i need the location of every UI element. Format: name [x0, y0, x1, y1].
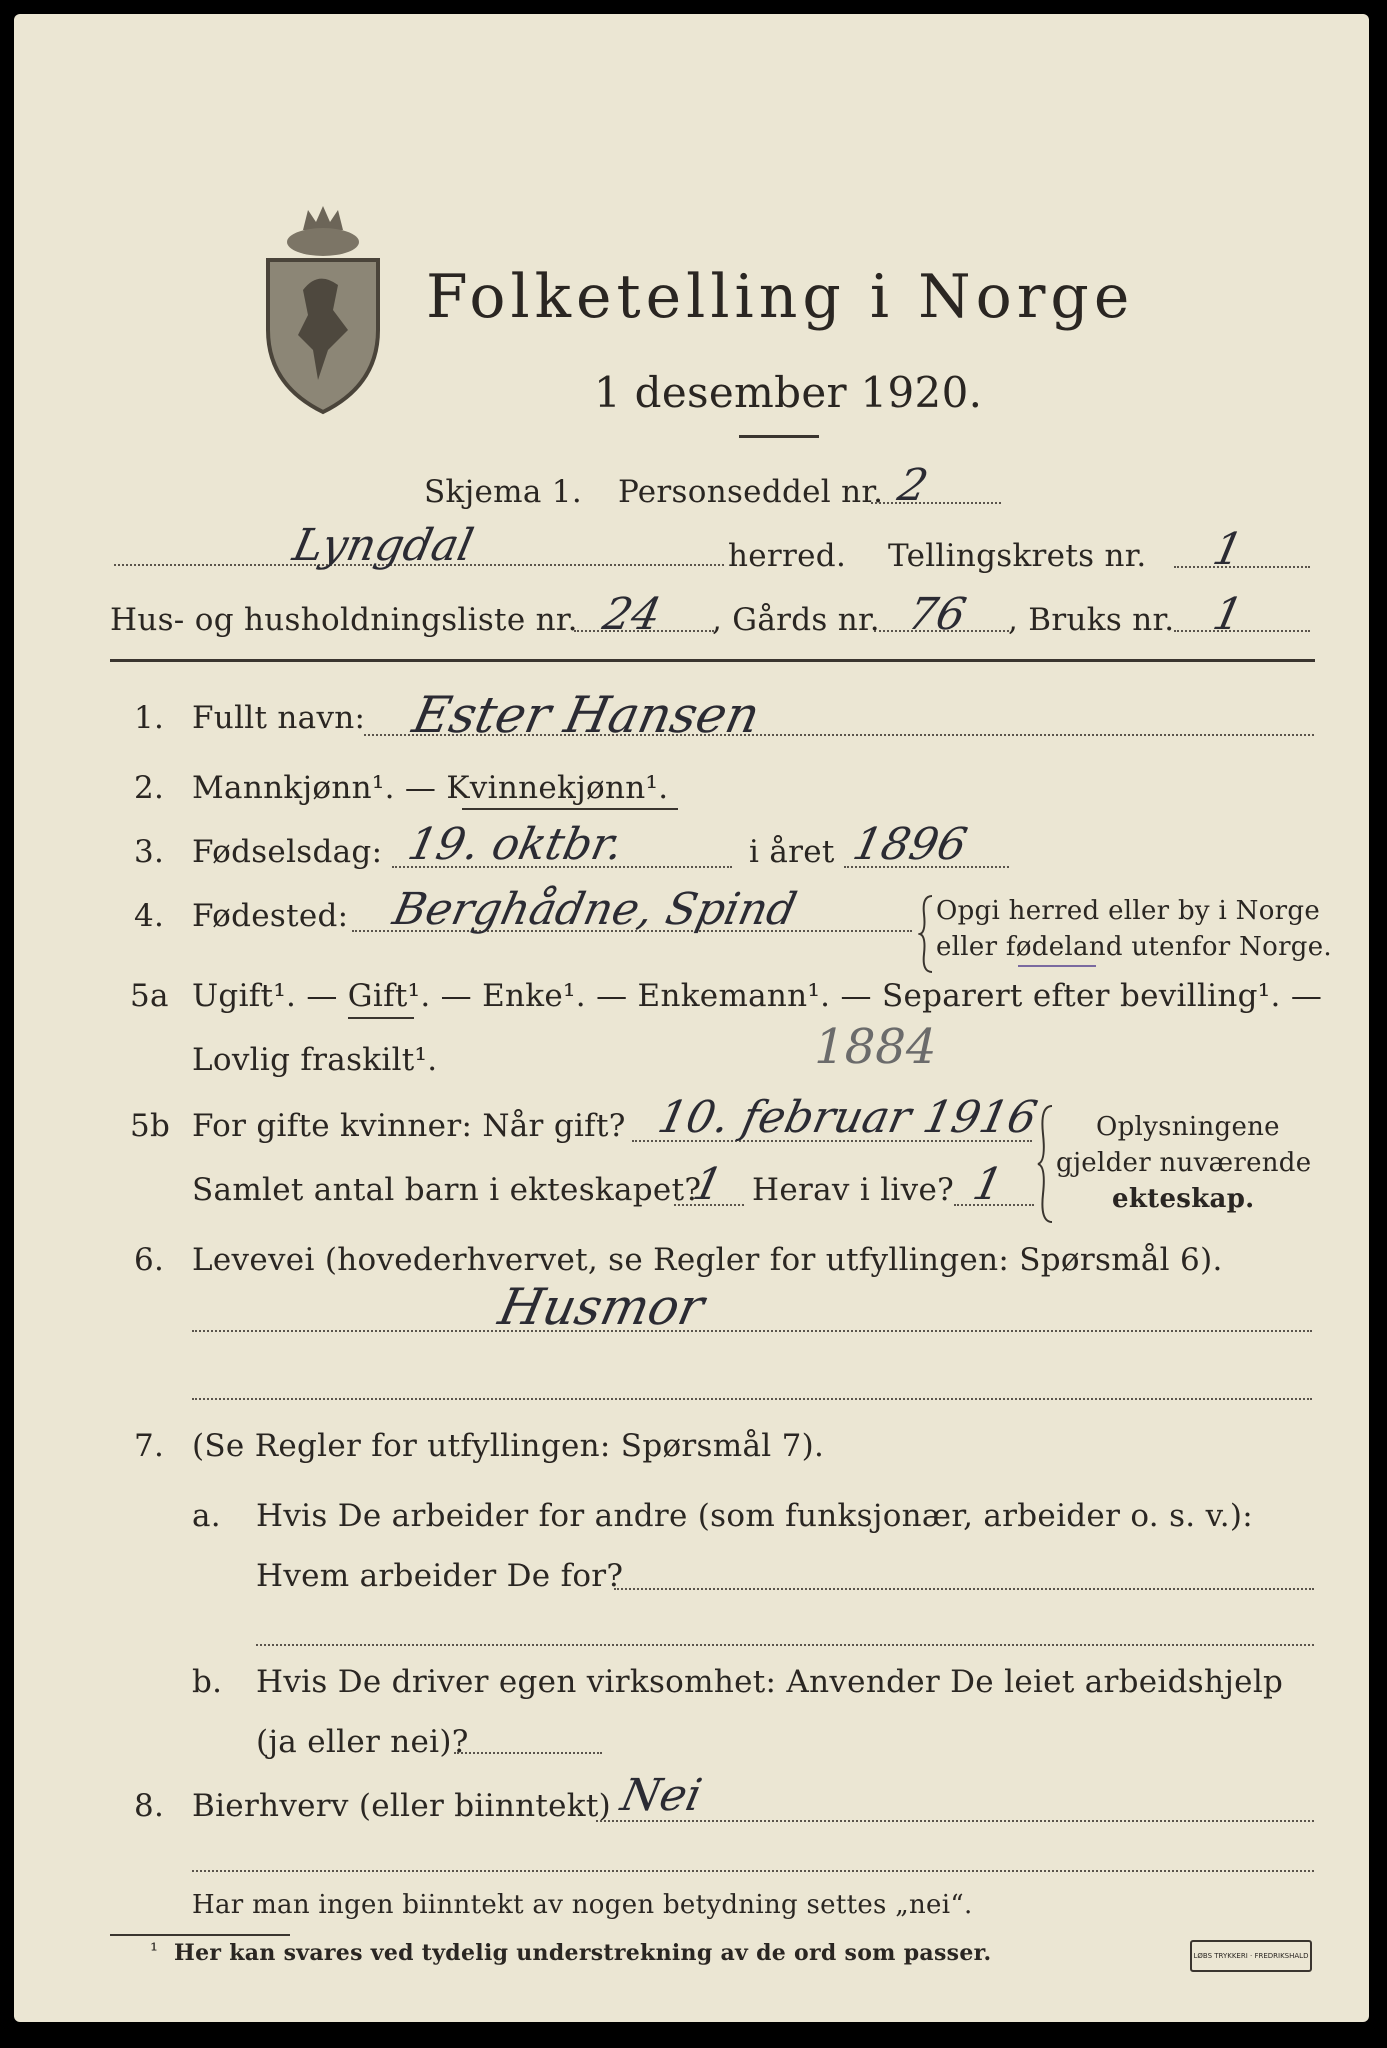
husliste-value: 24 — [598, 589, 666, 640]
q8-number: 8. — [134, 1788, 165, 1824]
q5a-line1: Ugift¹. — Gift¹. — Enke¹. — Enkemann¹. — Separert efter bevilling¹. — — [192, 978, 1323, 1014]
coat-of-arms-emblem — [258, 200, 388, 415]
q4-number: 4. — [134, 898, 165, 934]
census-date: 1 desember 1920. — [594, 368, 983, 417]
q5b-children-label: Samlet antal barn i ekteskapet? — [192, 1172, 702, 1208]
q6-line2 — [192, 1398, 1312, 1400]
header-divider — [110, 659, 1315, 662]
q7b-line1: Hvis De driver egen virksomhet: Anvender De leiet arbeidshjelp — [256, 1664, 1284, 1700]
q2-number: 2. — [134, 770, 165, 806]
q5b-brace — [1036, 1104, 1054, 1224]
q1-number: 1. — [134, 700, 165, 736]
q3-label: Fødselsdag: — [192, 834, 383, 870]
gards-label: , Gårds nr. — [712, 602, 880, 638]
footnote-text: Her kan svares ved tydelig understrekning av de ord som passer. — [174, 1940, 992, 1966]
q8-line-extra — [192, 1870, 1314, 1872]
q3-year-label: i året — [749, 834, 835, 870]
q7a-line-extra — [256, 1644, 1314, 1646]
personseddel-label: Personseddel nr. — [618, 474, 884, 510]
q7a-number: a. — [192, 1498, 221, 1534]
footer-note: Har man ingen biinntekt av nogen betydning settes „nei“. — [192, 1890, 973, 1920]
q2-label: Mannkjønn¹. — Kvinnekjønn¹. — [192, 770, 669, 806]
bruks-value: 1 — [1208, 589, 1248, 640]
q7b-line2: (ja eller nei)? — [256, 1724, 469, 1760]
tellingskrets-value: 1 — [1208, 524, 1248, 575]
q5b-note-line3: ekteskap. — [1112, 1184, 1255, 1214]
bruks-label: , Bruks nr. — [1008, 602, 1175, 638]
footnote-mark: ¹ — [150, 1938, 159, 1962]
q2-underline — [462, 808, 678, 810]
q5b-note-line1: Oplysningene — [1096, 1112, 1280, 1142]
q5b-label: For gifte kvinner: Når gift? — [192, 1108, 626, 1144]
q5a-number: 5a — [130, 978, 169, 1014]
gards-value: 76 — [903, 589, 971, 640]
q7a-line1: Hvis De arbeider for andre (som funksjonær, arbeider o. s. v.): — [256, 1498, 1254, 1534]
q5a-line2: Lovlig fraskilt¹. — [192, 1042, 438, 1078]
q1-label: Fullt navn: — [192, 700, 366, 736]
tellingskrets-label: Tellingskrets nr. — [888, 538, 1147, 574]
q6-label: Levevei (hovederhvervet, se Regler for utfyllingen: Spørsmål 6). — [192, 1242, 1223, 1278]
q5b-alive-value: 1 — [968, 1159, 1008, 1210]
q5a-annotation: 1884 — [808, 1019, 943, 1075]
tellingskrets-line — [1174, 566, 1310, 568]
printer-stamp-text: LØBS TRYKKERI · FREDRIKSHALD — [1193, 1952, 1309, 1960]
q7-label: (Se Regler for utfyllingen: Spørsmål 7). — [192, 1428, 825, 1464]
q7b-line — [454, 1752, 602, 1754]
q5b-value: 10. februar 1916 — [653, 1092, 1042, 1143]
personseddel-value: 2 — [893, 460, 933, 511]
footnote-divider — [110, 1934, 290, 1936]
q3-value: 19. oktbr. — [403, 819, 628, 870]
q6-value: Husmor — [493, 1278, 710, 1336]
form-title: Folketelling i Norge — [426, 262, 1135, 332]
herred-label: herred. — [728, 538, 847, 574]
q8-label: Bierhverv (eller biinntekt) — [192, 1788, 612, 1824]
q8-value: Nei — [616, 1770, 707, 1821]
q5b-number: 5b — [130, 1108, 171, 1144]
title-divider — [739, 435, 819, 438]
personseddel-line — [871, 502, 1001, 504]
skjema-label: Skjema 1. — [424, 474, 582, 510]
q4-note-line1: Opgi herred eller by i Norge — [936, 896, 1321, 926]
q4-fodeland-underline — [1018, 965, 1096, 967]
q4-label: Fødested: — [192, 898, 349, 934]
q5b-alive-label: Herav i live? — [752, 1172, 955, 1208]
census-form — [14, 14, 1369, 2022]
q7a-line — [614, 1588, 1314, 1590]
q7a-line2: Hvem arbeider De for? — [256, 1558, 624, 1594]
q4-brace — [918, 894, 934, 974]
q5b-children-value: 1 — [688, 1159, 728, 1210]
q6-line1 — [192, 1330, 1312, 1332]
q4-note-line2: eller fødeland utenfor Norge. — [936, 932, 1332, 962]
q3-year-value: 1896 — [848, 819, 972, 870]
q8-line — [596, 1820, 1314, 1822]
husliste-label: Hus- og husholdningsliste nr. — [110, 602, 578, 638]
bruks-line — [1174, 630, 1310, 632]
q7b-number: b. — [192, 1664, 223, 1700]
q6-number: 6. — [134, 1242, 165, 1278]
q5a-gift-underline — [348, 1017, 414, 1019]
herred-value: Lyngdal — [288, 520, 478, 571]
printer-stamp — [1190, 1940, 1312, 1972]
q4-value: Berghådne, Spind — [388, 884, 801, 935]
q5b-note-line2: gjelder nuværende — [1056, 1148, 1312, 1178]
q3-number: 3. — [134, 834, 165, 870]
q1-value: Ester Hansen — [407, 686, 765, 744]
q7-number: 7. — [134, 1428, 165, 1464]
